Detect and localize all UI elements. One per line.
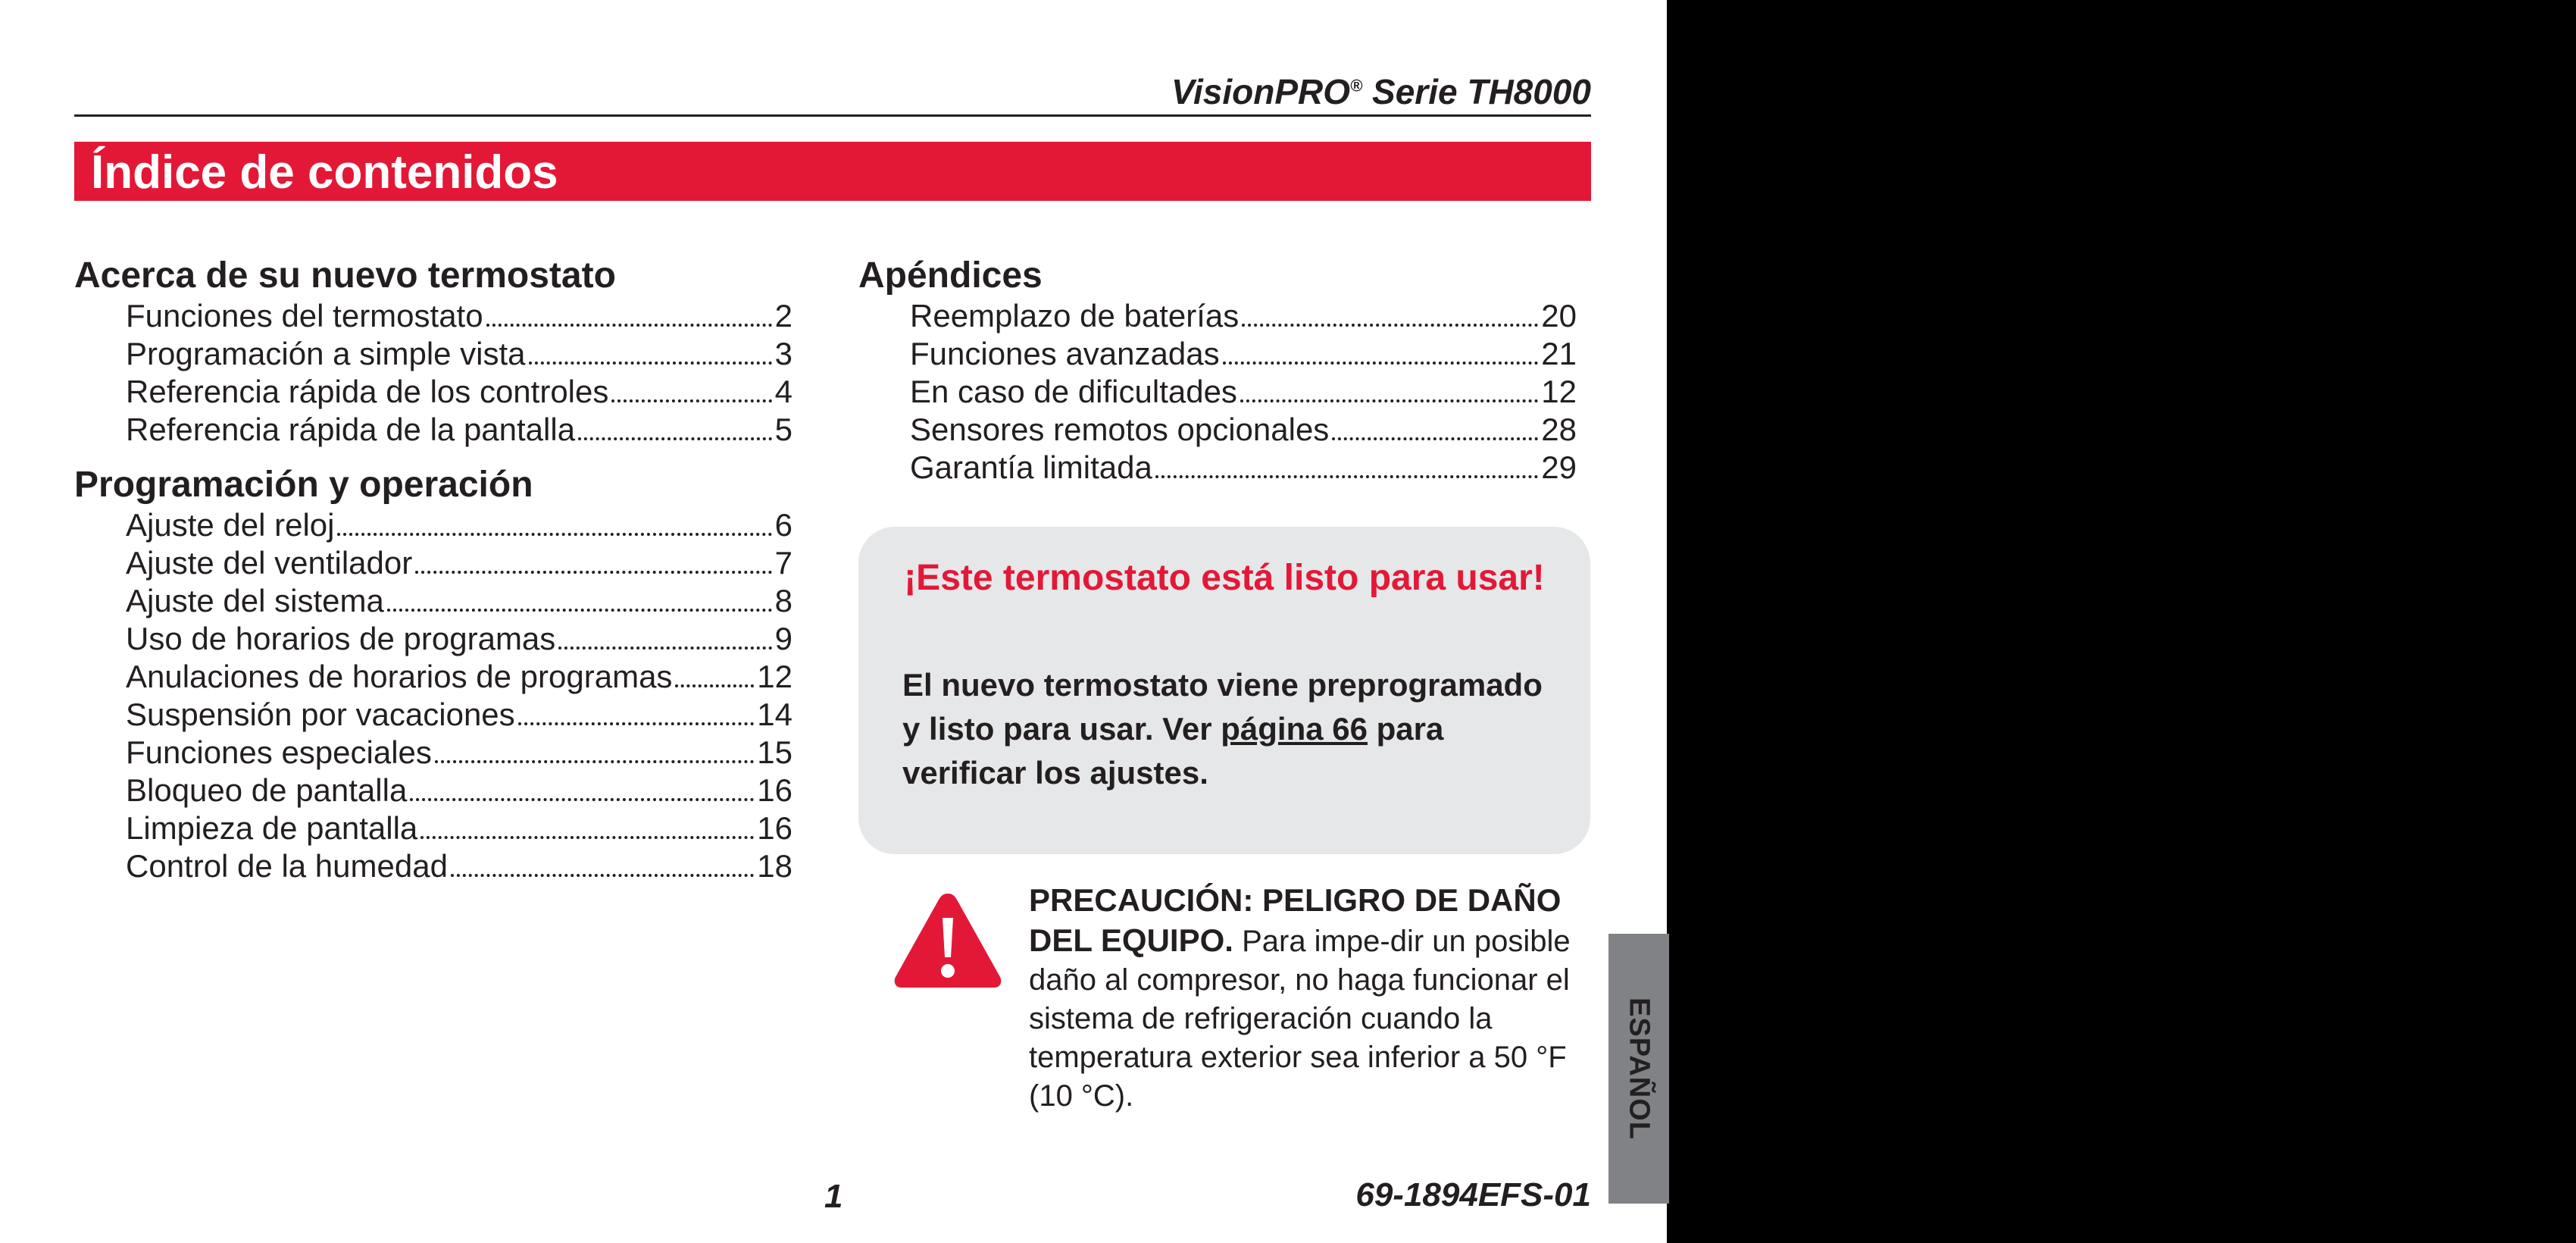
page-66-link[interactable]: página 66 — [1221, 711, 1368, 747]
toc-entry[interactable] — [126, 411, 792, 449]
toc-list-appendices — [858, 297, 1577, 487]
toc-list-programming — [74, 506, 792, 885]
toc-entry-label: Limpieza de pantalla — [126, 810, 418, 846]
callout-body — [902, 663, 1554, 795]
toc-entry-page: 6 — [774, 507, 792, 543]
document-code: 69-1894EFS-01 — [1355, 1176, 1591, 1213]
dot-leader — [518, 722, 755, 725]
toc-entry-page: 15 — [757, 734, 792, 770]
dot-leader — [1242, 324, 1538, 327]
callout-title: ¡Este termostato está listo para usar! — [904, 558, 1545, 598]
dot-leader — [451, 874, 754, 877]
dot-leader — [611, 399, 771, 402]
toc-entry-label: Ajuste del ventilador — [126, 545, 413, 581]
toc-entry-label: Control de la humedad — [126, 848, 448, 884]
dot-leader — [1332, 437, 1538, 440]
toc-entry-page: 2 — [774, 298, 792, 333]
dot-leader — [1223, 362, 1539, 365]
toc-left-column — [74, 255, 792, 885]
registered-mark: ® — [1350, 76, 1363, 95]
toc-entry[interactable] — [910, 335, 1577, 373]
language-tab-label: ESPAÑOL — [1623, 997, 1655, 1140]
toc-entry-label: Funciones especiales — [126, 734, 432, 770]
dot-leader — [435, 760, 754, 763]
dot-leader — [420, 836, 754, 839]
title-band — [74, 142, 1591, 201]
language-tab — [1608, 934, 1669, 1204]
toc-entry-page: 3 — [774, 336, 792, 371]
page-number: 1 — [824, 1178, 843, 1215]
toc-entry-label: En caso de dificultades — [910, 374, 1237, 409]
toc-entry[interactable] — [126, 506, 792, 544]
toc-entry[interactable] — [910, 297, 1577, 335]
toc-entry[interactable] — [910, 373, 1577, 411]
dot-leader — [387, 609, 772, 612]
toc-entry-page: 8 — [774, 583, 792, 618]
section-heading-about: Acerca de su nuevo termostato — [74, 255, 616, 296]
product-name: VisionPRO — [1171, 72, 1351, 111]
toc-entry[interactable] — [126, 335, 792, 373]
toc-entry-page: 29 — [1541, 449, 1577, 485]
callout-body-prefix: El nuevo termostato viene preprogramado y listo para usar. Ver — [902, 667, 1543, 747]
dot-leader — [1240, 399, 1538, 402]
toc-entry-label: Garantía limitada — [910, 449, 1152, 485]
toc-entry-label: Funciones avanzadas — [910, 336, 1220, 371]
toc-entry-page: 7 — [774, 545, 792, 581]
caution-heading: PRECAUCIÓN: PELIGRO DE DAÑO DEL EQUIPO. — [1029, 882, 1562, 958]
dot-leader — [1155, 475, 1538, 478]
warning-icon — [893, 891, 1003, 991]
toc-entry-label: Referencia rápida de los controles — [126, 374, 609, 409]
toc-entry-page: 14 — [757, 697, 792, 732]
dot-leader — [415, 571, 771, 574]
toc-entry-label: Sensores remotos opcionales — [910, 412, 1330, 447]
toc-entry[interactable] — [910, 411, 1577, 449]
product-series-header — [1171, 71, 1591, 112]
toc-entry[interactable] — [126, 582, 792, 620]
dot-leader — [558, 647, 771, 650]
callout-body-suffix: para verificar los ajustes. — [902, 711, 1444, 791]
toc-entry[interactable] — [126, 658, 792, 696]
caution-notice — [1029, 881, 1597, 1116]
toc-entry-page: 16 — [757, 772, 792, 808]
series-name: Serie TH8000 — [1362, 72, 1591, 111]
toc-entry-label: Bloqueo de pantalla — [126, 772, 408, 808]
caution-body: Para impe-dir un posible daño al compresor, no haga funcionar el sistema de refrigeración cuando la temperatura exterior sea inferior a 50 °F (10 °C). — [1029, 925, 1571, 1113]
toc-right-column — [858, 255, 1577, 487]
toc-entry[interactable] — [126, 544, 792, 582]
toc-entry-page: 5 — [774, 412, 792, 447]
toc-entry-label: Ajuste del sistema — [126, 583, 384, 618]
toc-entry[interactable] — [126, 297, 792, 335]
dot-leader — [486, 324, 772, 327]
toc-list-about — [74, 297, 792, 449]
toc-entry[interactable] — [126, 809, 792, 847]
toc-entry[interactable] — [126, 696, 792, 734]
toc-entry-page: 12 — [757, 659, 792, 694]
page-title: Índice de contenidos — [91, 146, 558, 199]
toc-entry-page: 16 — [757, 810, 792, 846]
toc-entry-label: Reemplazo de baterías — [910, 298, 1240, 333]
section-heading-appendices: Apéndices — [858, 255, 1043, 296]
header-divider — [74, 114, 1591, 117]
toc-entry[interactable] — [910, 449, 1577, 487]
toc-entry-label: Referencia rápida de la pantalla — [126, 412, 576, 447]
toc-entry-page: 12 — [1541, 374, 1577, 409]
section-heading-programming: Programación y operación — [74, 465, 533, 505]
toc-entry-page: 28 — [1541, 412, 1577, 447]
ready-to-use-callout — [858, 527, 1590, 854]
toc-entry-label: Anulaciones de horarios de programas — [126, 659, 673, 694]
toc-entry[interactable] — [126, 772, 792, 809]
toc-entry[interactable] — [126, 734, 792, 772]
toc-entry-page: 18 — [757, 848, 792, 884]
toc-entry[interactable] — [126, 620, 792, 658]
dot-leader — [337, 533, 771, 536]
toc-entry-label: Programación a simple vista — [126, 336, 526, 371]
toc-entry[interactable] — [126, 847, 792, 885]
dot-leader — [529, 362, 772, 365]
toc-entry-label: Funciones del termostato — [126, 298, 483, 333]
toc-entry[interactable] — [126, 373, 792, 411]
dot-leader — [410, 798, 754, 801]
toc-entry-label: Uso de horarios de programas — [126, 621, 556, 656]
toc-entry-label: Ajuste del reloj — [126, 507, 335, 543]
toc-entry-page: 4 — [774, 374, 792, 409]
dot-leader — [675, 684, 754, 687]
toc-entry-label: Suspensión por vacaciones — [126, 697, 515, 732]
dot-leader — [578, 437, 772, 440]
toc-entry-page: 20 — [1541, 298, 1577, 333]
toc-entry-page: 21 — [1541, 336, 1577, 371]
toc-entry-page: 9 — [774, 621, 792, 656]
